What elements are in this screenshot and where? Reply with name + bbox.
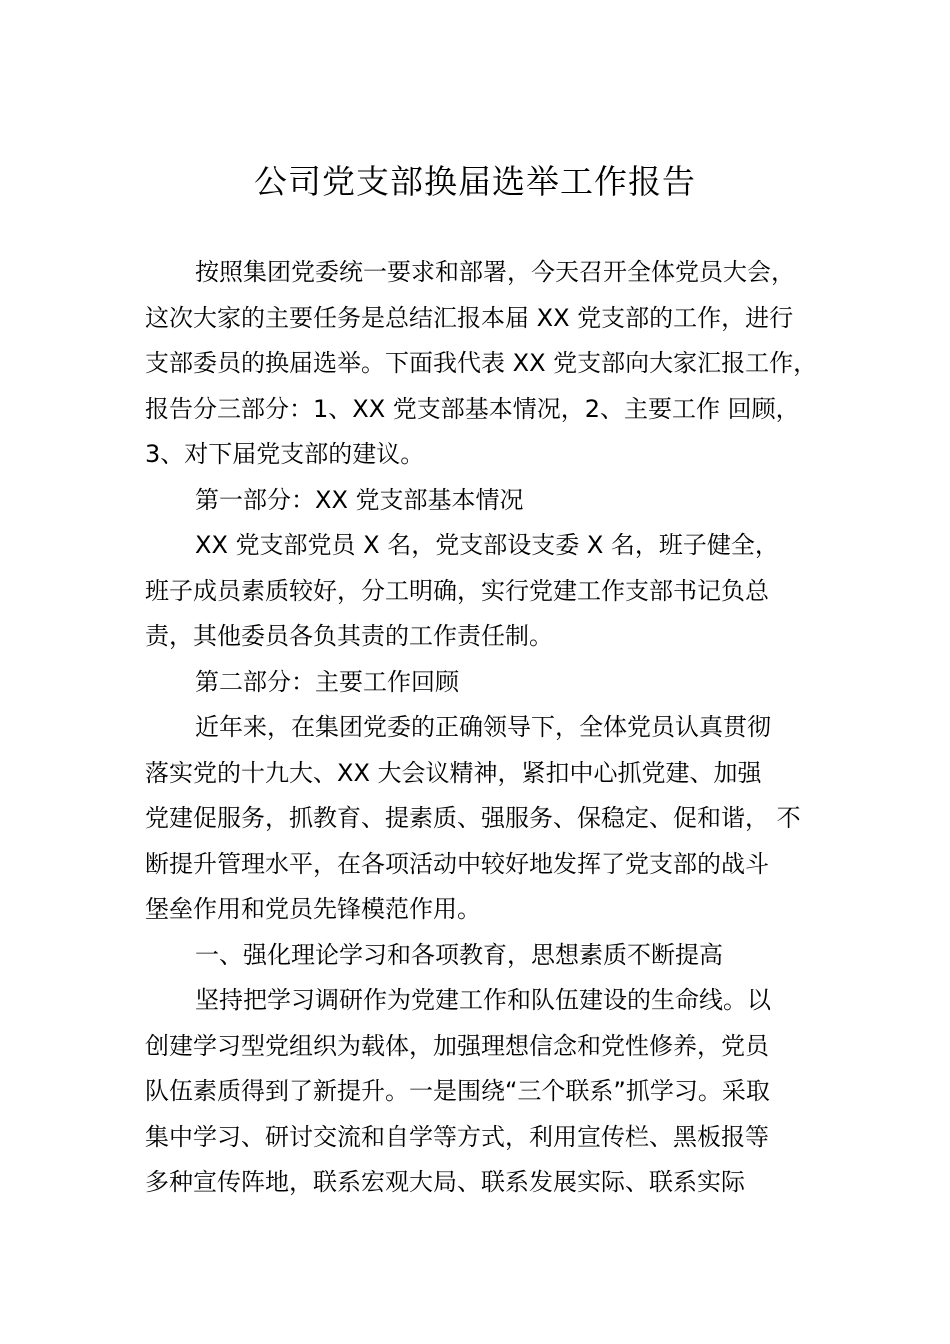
text-line: 这次大家的主要任务是总结汇报本届 XX 党支部的工作，进行 (145, 303, 794, 332)
text-line: 按照集团党委统一要求和部署，今天召开全体党员大会， (195, 258, 795, 286)
text-line: 创建学习型党组织为载体，加强理想信念和党性修养，党员 (145, 1031, 769, 1060)
text-line: 坚持把学习调研作为党建工作和队伍建设的生命线。以 (195, 986, 771, 1014)
text-line: XX 党支部党员 X 名，党支部设支委 X 名，班子健全， (195, 531, 779, 559)
text-line: 队伍素质得到了新提升。一是围绕“三个联系”抓学习。采取 (145, 1077, 770, 1105)
text-line: 报告分三部分：1、XX 党支部基本情况，2、主要工作 回顾， (145, 394, 800, 423)
text-line: 断提升管理水平，在各项活动中较好地发挥了党支部的战斗 (145, 849, 769, 878)
section-heading: 第一部分：XX 党支部基本情况 (195, 485, 524, 514)
document-title: 公司党支部换届选举工作报告 (254, 162, 696, 201)
text-line: 支部委员的换届选举。下面我代表 XX 党支部向大家汇报工作， (145, 349, 818, 377)
section-heading: 第二部分：主要工作回顾 (195, 667, 459, 696)
text-line: 党建促服务，抓教育、提素质、强服务、保稳定、促和谐， 不 (145, 804, 801, 832)
text-line: 集中学习、研讨交流和自学等方式，利用宣传栏、黑板报等 (145, 1122, 769, 1151)
text-line: 3、对下届党支部的建议。 (145, 440, 425, 468)
text-line: 班子成员素质较好，分工明确，实行党建工作支部书记负总 (145, 576, 769, 605)
text-line: 落实党的十九大、XX 大会议精神，紧扣中心抓党建、加强 (145, 758, 762, 787)
text-line: 多种宣传阵地，联系宏观大局、联系发展实际、联系实际 (145, 1168, 745, 1196)
text-line: 堡垒作用和党员先锋模范作用。 (145, 895, 481, 923)
subsection-heading: 一、强化理论学习和各项教育，思想素质不断提高 (195, 940, 723, 969)
text-line: 责，其他委员各负其责的工作责任制。 (145, 622, 553, 650)
document-body (145, 250, 835, 1206)
text-line: 近年来，在集团党委的正确领导下，全体党员认真贯彻 (195, 713, 771, 741)
